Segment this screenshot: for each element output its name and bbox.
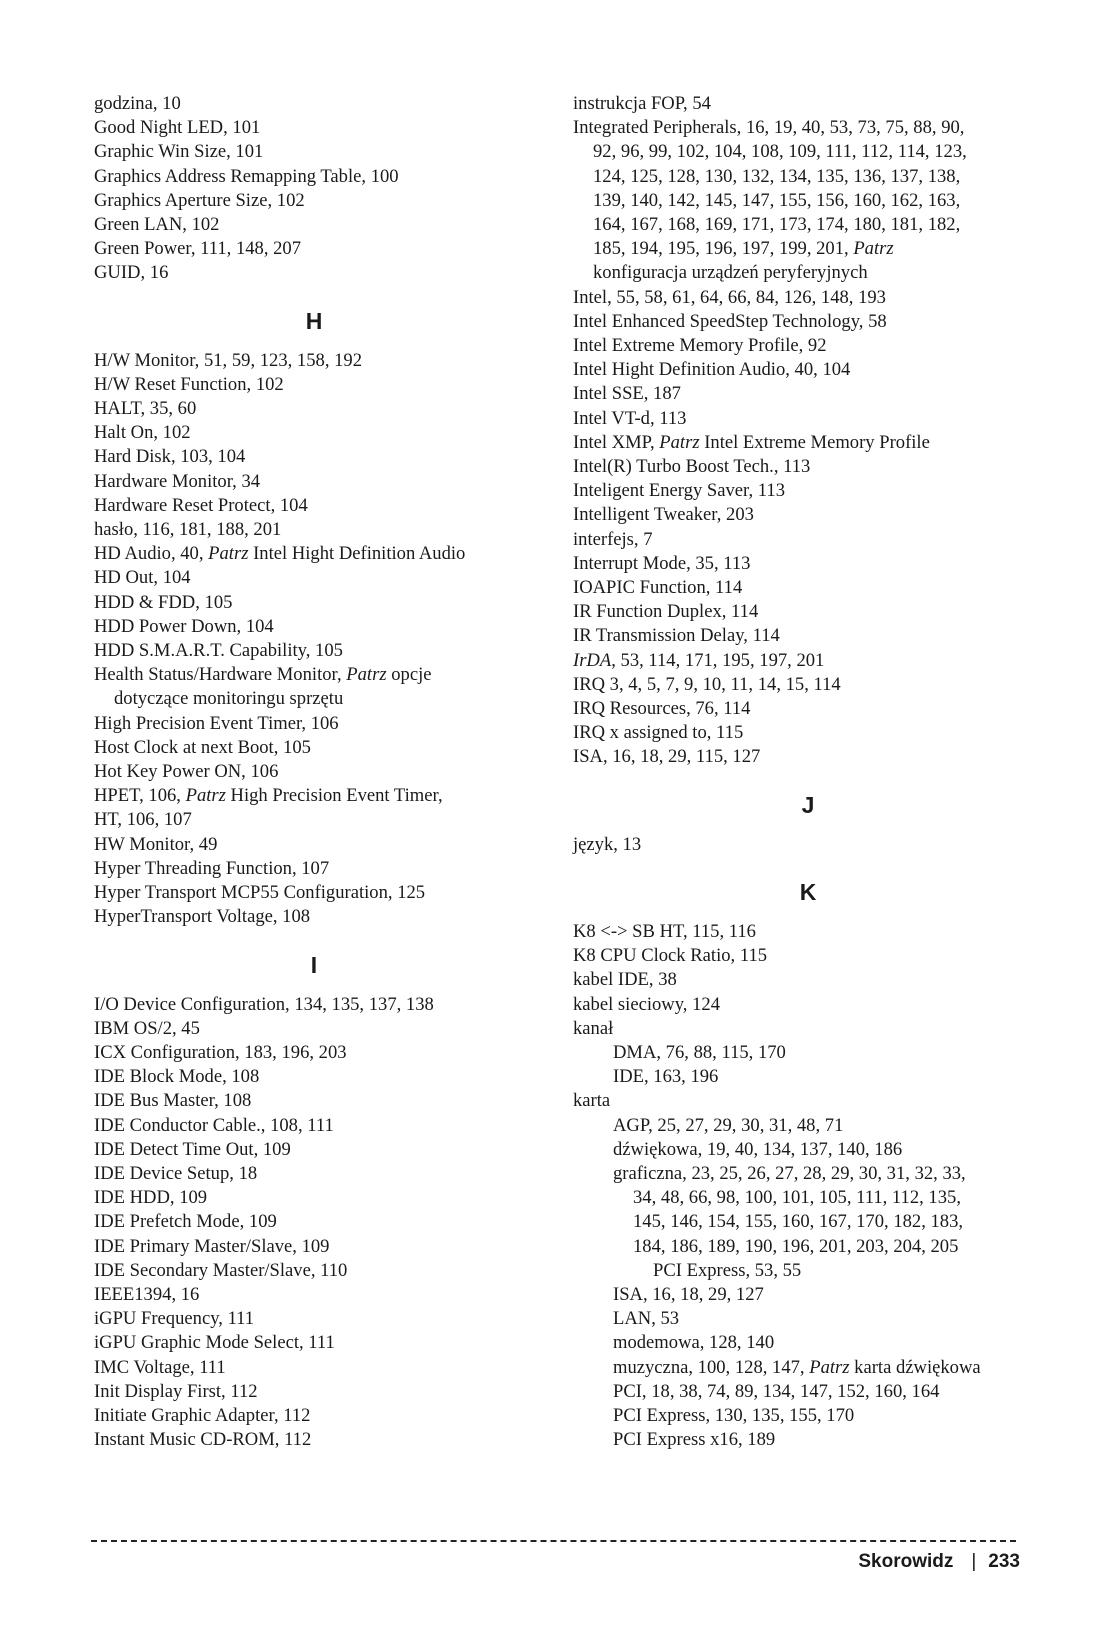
- index-subentry: PCI Express x16, 189: [613, 1429, 776, 1451]
- index-subentry: ISA, 16, 18, 29, 127: [613, 1283, 764, 1305]
- index-entry: Integrated Peripherals, 16, 19, 40, 53, 73, 75, 88, 90,: [573, 117, 965, 139]
- index-entry: IRQ 3, 4, 5, 7, 9, 10, 11, 14, 15, 114: [573, 673, 841, 695]
- index-entry: High Precision Event Timer, 106: [94, 712, 339, 734]
- entry-text: Intel Extreme Memory Profile: [699, 431, 930, 453]
- index-entry: ICX Configuration, 183, 196, 203: [94, 1041, 347, 1063]
- index-entry: Intel Extreme Memory Profile, 92: [573, 335, 827, 357]
- index-group-g: [94, 92, 534, 286]
- index-entry-hpet: [94, 784, 534, 808]
- index-entry: Hard Disk, 103, 104: [94, 446, 246, 468]
- entry-text: , 53, 114, 171, 195, 197, 201: [611, 649, 825, 671]
- index-entry: Hardware Reset Protect, 104: [94, 494, 308, 516]
- index-entry: język, 13: [573, 833, 642, 855]
- index-entry-continuation: 92, 96, 99, 102, 104, 108, 109, 111, 112, 114, 123,: [593, 141, 967, 163]
- index-group-i: [94, 993, 534, 1453]
- index-entry: Host Clock at next Boot, 105: [94, 736, 311, 758]
- see-reference: Patrz: [853, 238, 894, 260]
- see-reference: Patrz: [346, 664, 387, 686]
- index-subentry: IDE, 163, 196: [613, 1066, 719, 1088]
- see-reference: Patrz: [208, 543, 249, 565]
- index-entry-continuation: 139, 140, 142, 145, 147, 155, 156, 160, 162, 163,: [593, 189, 961, 211]
- index-entry: kabel IDE, 38: [573, 969, 677, 991]
- index-entry: Hardware Monitor, 34: [94, 470, 261, 492]
- index-entry: ISA, 16, 18, 29, 115, 127: [573, 746, 761, 768]
- index-entry: I/O Device Configuration, 134, 135, 137, 138: [94, 993, 434, 1015]
- index-subentry: LAN, 53: [613, 1308, 680, 1330]
- index-entry: IDE Detect Time Out, 109: [94, 1138, 291, 1160]
- index-entry: IDE Primary Master/Slave, 109: [94, 1235, 330, 1257]
- index-entry: Intel SSE, 187: [573, 383, 681, 405]
- index-subsubentry: PCI Express, 53, 55: [653, 1259, 802, 1281]
- entry-text: opcje: [386, 664, 432, 686]
- index-entry: kabel sieciowy, 124: [573, 993, 720, 1015]
- section-heading-k: K: [799, 878, 817, 905]
- index-entry-hd-audio: [94, 542, 534, 566]
- index-entry: K8 CPU Clock Ratio, 115: [573, 945, 768, 967]
- index-entry: iGPU Graphic Mode Select, 111: [94, 1332, 335, 1354]
- index-entry: karta: [573, 1090, 611, 1112]
- index-entry-continuation: 124, 125, 128, 130, 132, 134, 135, 136, 137, 138,: [593, 165, 961, 187]
- index-entry: Intel Enhanced SpeedStep Technology, 58: [573, 310, 887, 332]
- index-entry: kanał: [573, 1017, 614, 1039]
- index-column-left: [94, 92, 534, 1452]
- index-entry-continuation: konfiguracja urządzeń peryferyjnych: [593, 262, 868, 284]
- footer-section-title: Skorowidz: [858, 1551, 954, 1572]
- index-entry: HT, 106, 107: [94, 809, 192, 831]
- entry-text: 185, 194, 195, 196, 197, 199, 201,: [593, 238, 854, 260]
- index-entry: Intel Hight Definition Audio, 40, 104: [573, 359, 851, 381]
- index-entry: IDE Secondary Master/Slave, 110: [94, 1259, 348, 1281]
- index-entry: IDE Prefetch Mode, 109: [94, 1211, 277, 1233]
- index-column-right: [573, 92, 1043, 1452]
- index-entry: Instant Music CD-ROM, 112: [94, 1429, 312, 1451]
- index-entry: IOAPIC Function, 114: [573, 577, 743, 599]
- index-subentry: AGP, 25, 27, 29, 30, 31, 48, 71: [613, 1114, 844, 1136]
- index-entry: Initiate Graphic Adapter, 112: [94, 1404, 311, 1426]
- index-entry: HyperTransport Voltage, 108: [94, 906, 311, 928]
- index-entry: IDE Conductor Cable., 108, 111: [94, 1114, 334, 1136]
- see-reference: Patrz: [809, 1356, 850, 1378]
- index-entry: Hot Key Power ON, 106: [94, 761, 279, 783]
- index-entry: Graphics Aperture Size, 102: [94, 189, 305, 211]
- entry-text: HD Audio, 40,: [94, 543, 209, 565]
- index-entry: interfejs, 7: [573, 528, 653, 550]
- index-subentry-continuation: 184, 186, 189, 190, 196, 201, 203, 204, 205: [633, 1235, 959, 1257]
- index-entry: Hyper Threading Function, 107: [94, 857, 330, 879]
- entry-text: muzyczna, 100, 128, 147,: [613, 1356, 810, 1378]
- index-subentry: PCI Express, 130, 135, 155, 170: [613, 1404, 855, 1426]
- index-entry-health: [94, 663, 534, 687]
- index-entry: Hyper Transport MCP55 Configuration, 125: [94, 882, 426, 904]
- index-entry: H/W Reset Function, 102: [94, 373, 284, 395]
- index-subentry: dźwiękowa, 19, 40, 134, 137, 140, 186: [613, 1138, 903, 1160]
- see-reference: Patrz: [185, 785, 226, 807]
- entry-text: High Precision Event Timer,: [225, 785, 443, 807]
- entry-text: Intel XMP,: [573, 431, 660, 453]
- index-entry: IR Transmission Delay, 114: [573, 625, 780, 647]
- index-entry: HDD & FDD, 105: [94, 591, 233, 613]
- index-entry: HDD S.M.A.R.T. Capability, 105: [94, 640, 343, 662]
- index-entry: IDE Bus Master, 108: [94, 1090, 252, 1112]
- index-entry: Intel(R) Turbo Boost Tech., 113: [573, 456, 811, 478]
- index-entry: Init Display First, 112: [94, 1380, 258, 1402]
- index-entry: Halt On, 102: [94, 422, 191, 444]
- footer-divider: [91, 1540, 1016, 1542]
- index-entry: H/W Monitor, 51, 59, 123, 158, 192: [94, 349, 363, 371]
- index-entry: Inteligent Energy Saver, 113: [573, 480, 785, 502]
- index-entry: IDE HDD, 109: [94, 1187, 208, 1209]
- section-heading-j: J: [801, 791, 815, 818]
- index-entry-irda: [573, 649, 1043, 673]
- entry-text: HPET, 106,: [94, 785, 186, 807]
- index-entry: K8 <-> SB HT, 115, 116: [573, 920, 756, 942]
- index-group-i-continued: [573, 92, 1043, 770]
- index-group-j: [573, 833, 1043, 857]
- index-entry-continuation: dotyczące monitoringu sprzętu: [114, 688, 344, 710]
- footer-separator: |: [971, 1551, 977, 1572]
- index-entry: Intel VT-d, 113: [573, 407, 687, 429]
- index-entry: Green LAN, 102: [94, 214, 220, 236]
- entry-text: Intel Hight Definition Audio: [248, 543, 466, 565]
- index-entry: instrukcja FOP, 54: [573, 93, 711, 114]
- index-entry: IBM OS/2, 45: [94, 1017, 200, 1039]
- index-subentry-continuation: 145, 146, 154, 155, 160, 167, 170, 182, 183,: [633, 1211, 964, 1233]
- index-entry: hasło, 116, 181, 188, 201: [94, 519, 282, 541]
- entry-term: IrDA: [573, 649, 612, 671]
- index-subentry: modemowa, 128, 140: [613, 1332, 775, 1354]
- index-entry-continuation: 164, 167, 168, 169, 171, 173, 174, 180, 181, 182,: [593, 214, 961, 236]
- index-entry: GUID, 16: [94, 262, 169, 284]
- page-footer: [760, 1550, 1020, 1574]
- index-entry: Intelligent Tweaker, 203: [573, 504, 754, 526]
- index-entry: IEEE1394, 16: [94, 1283, 200, 1305]
- index-entry: IRQ x assigned to, 115: [573, 722, 744, 744]
- entry-text: Health Status/Hardware Monitor,: [94, 664, 347, 686]
- index-entry: IDE Device Setup, 18: [94, 1162, 258, 1184]
- entry-text: karta dźwiękowa: [849, 1356, 981, 1378]
- index-entry: IRQ Resources, 76, 114: [573, 698, 751, 720]
- index-entry: IMC Voltage, 111: [94, 1356, 226, 1378]
- index-subentry-continuation: 34, 48, 66, 98, 100, 101, 105, 111, 112, 135,: [633, 1187, 961, 1209]
- index-group-k: [573, 920, 1043, 1452]
- index-entry: Interrupt Mode, 35, 113: [573, 552, 751, 574]
- index-entry: IR Function Duplex, 114: [573, 601, 759, 623]
- index-entry: Good Night LED, 101: [94, 117, 261, 139]
- index-entry: HALT, 35, 60: [94, 398, 197, 420]
- page-number: 233: [988, 1551, 1020, 1572]
- index-entry: Intel, 55, 58, 61, 64, 66, 84, 126, 148, 193: [573, 286, 886, 308]
- index-entry: HW Monitor, 49: [94, 833, 218, 855]
- index-entry: Graphics Address Remapping Table, 100: [94, 165, 399, 187]
- index-subentry: graficzna, 23, 25, 26, 27, 28, 29, 30, 31, 32, 33,: [613, 1162, 966, 1184]
- index-entry: godzina, 10: [94, 93, 181, 114]
- index-entry-intel-xmp: [573, 431, 1043, 455]
- index-entry: Green Power, 111, 148, 207: [94, 238, 302, 260]
- index-entry: HDD Power Down, 104: [94, 615, 274, 637]
- index-subentry-muzyczna: [573, 1356, 1043, 1380]
- see-reference: Patrz: [659, 431, 700, 453]
- index-entry-continuation: [573, 237, 1043, 261]
- index-entry: Graphic Win Size, 101: [94, 141, 264, 163]
- index-subentry: DMA, 76, 88, 115, 170: [613, 1041, 786, 1063]
- index-entry: iGPU Frequency, 111: [94, 1308, 255, 1330]
- index-subentry: PCI, 18, 38, 74, 89, 134, 147, 152, 160, 164: [613, 1380, 940, 1402]
- index-entry: IDE Block Mode, 108: [94, 1066, 260, 1088]
- index-entry: HD Out, 104: [94, 567, 191, 589]
- section-heading-h: H: [305, 307, 323, 334]
- index-group-h: [94, 349, 534, 930]
- section-heading-i: I: [310, 951, 318, 978]
